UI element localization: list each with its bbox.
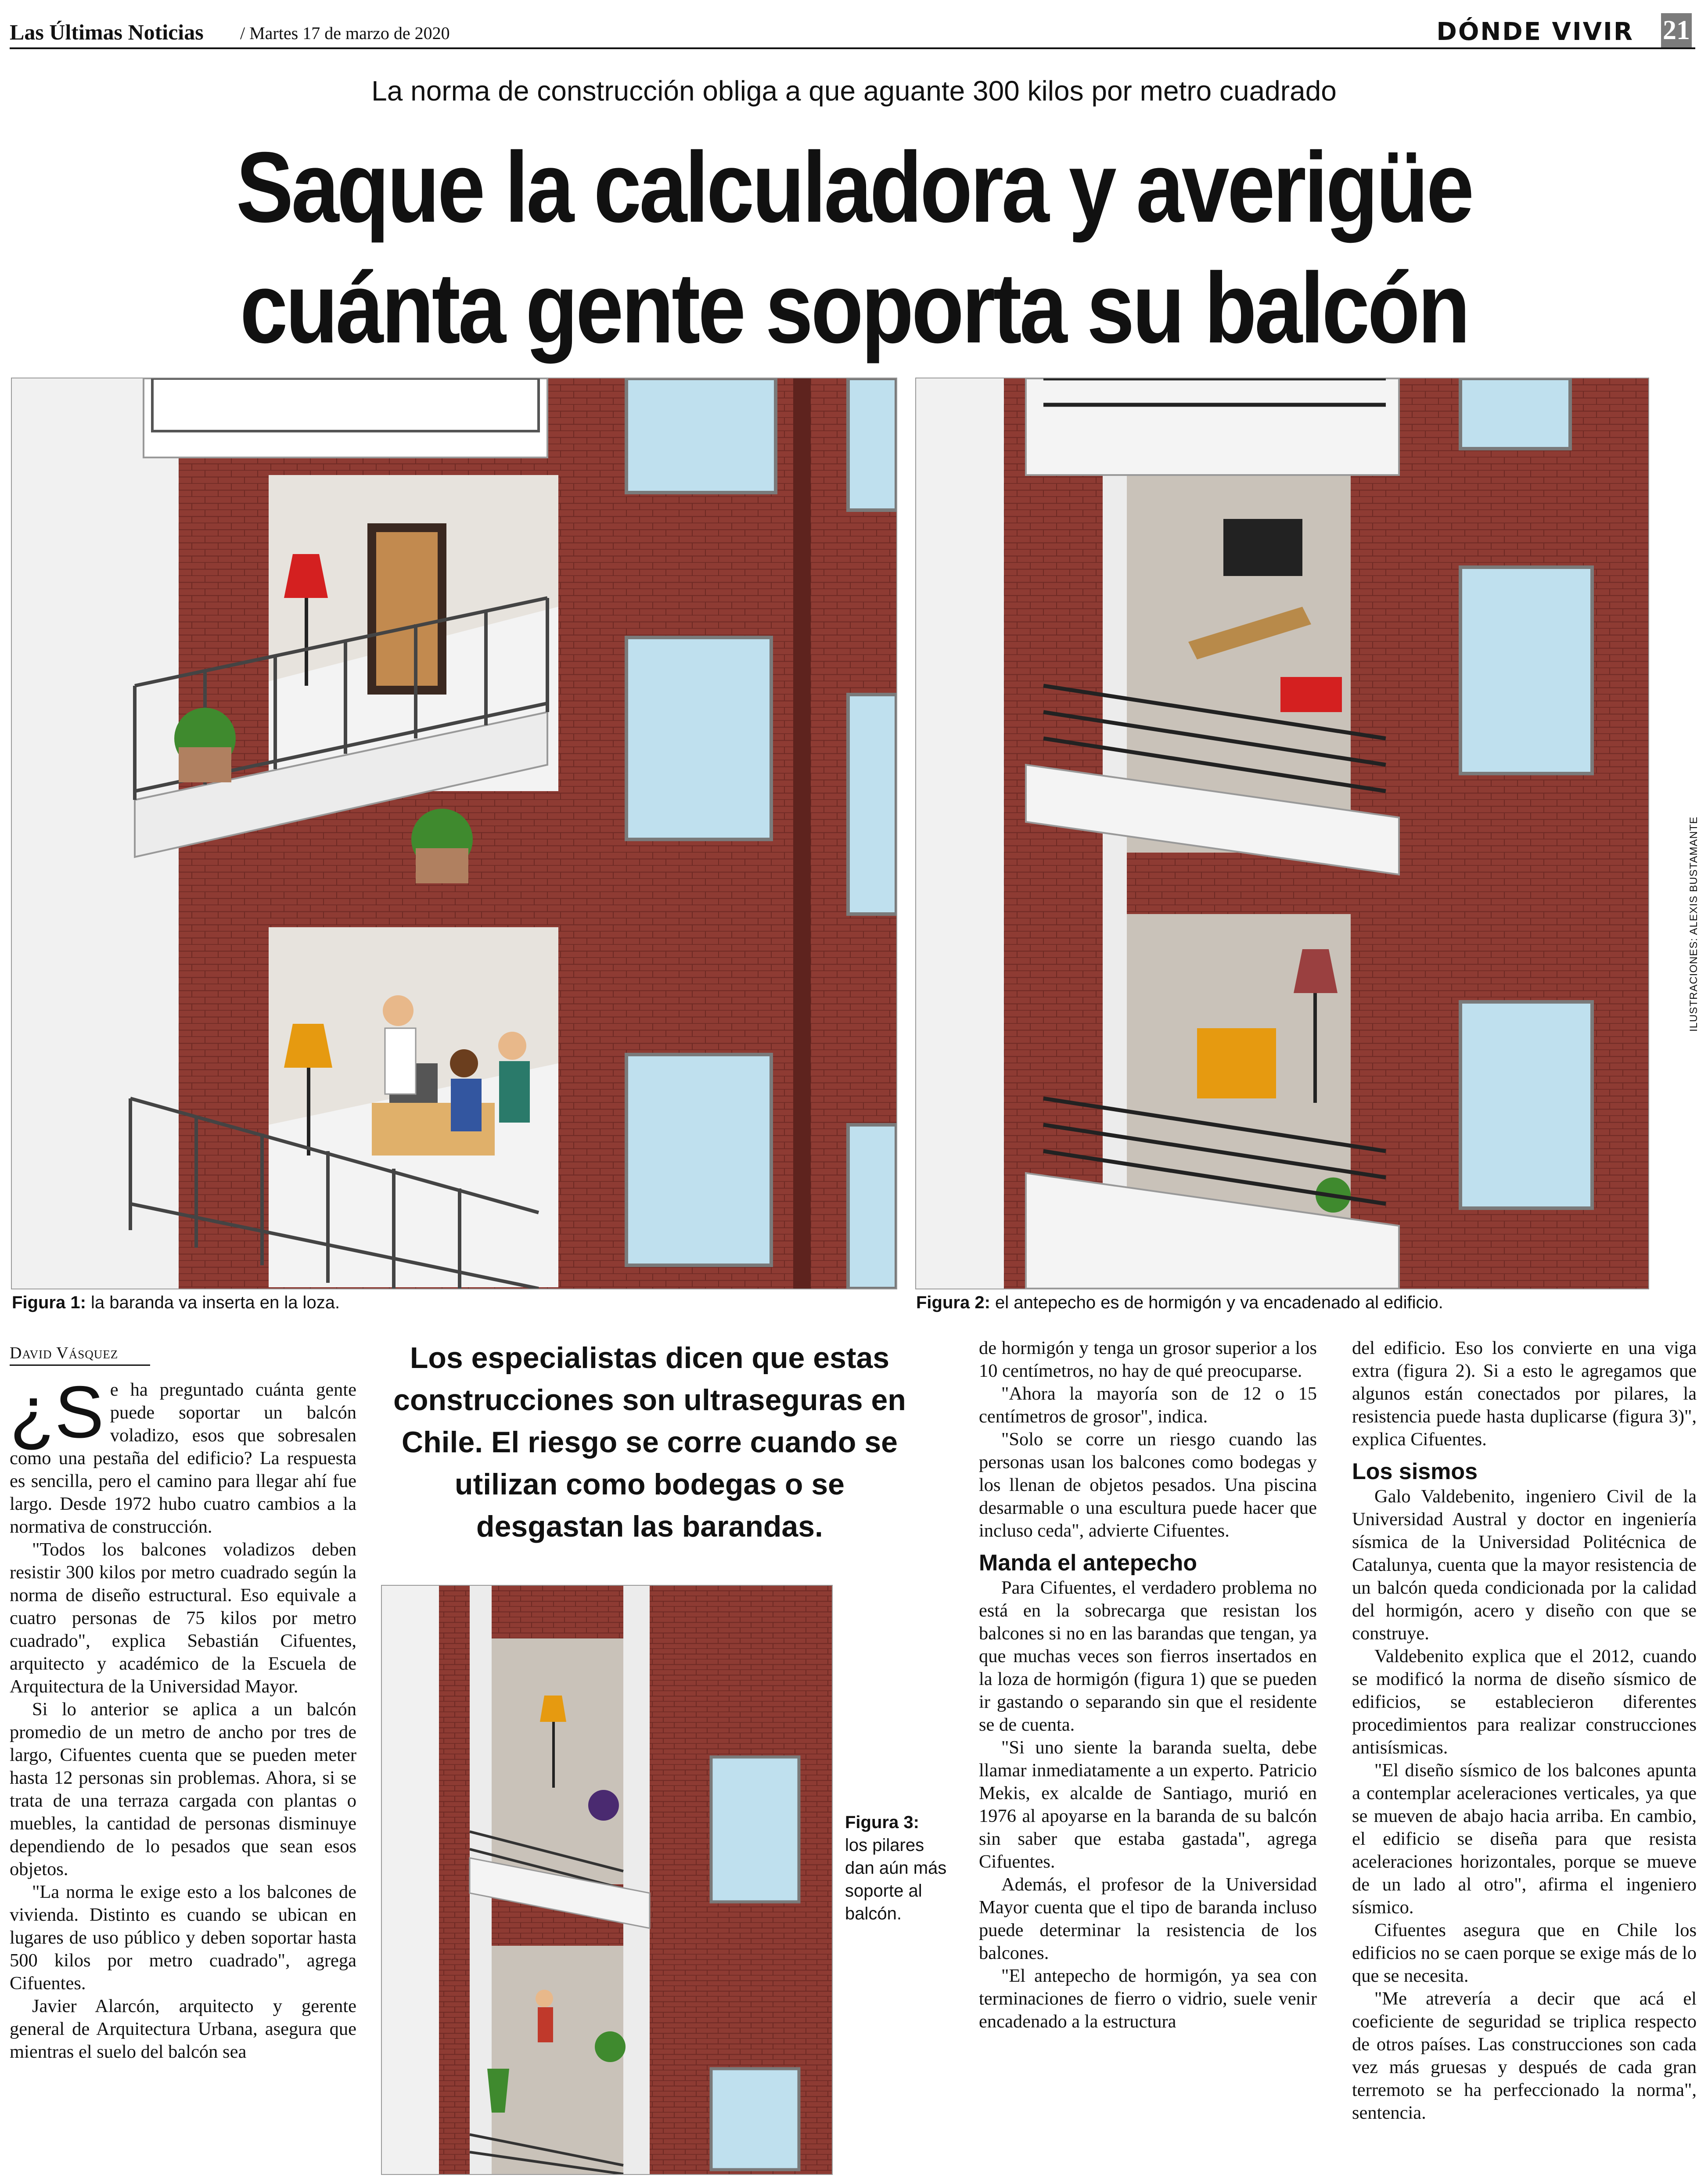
pull-quote: Los especialistas dicen que estas construcciones son ultraseguras en Chile. El riesgo se corre cuando se utilizan como bodegas o se desgastan las barandas. xyxy=(393,1341,906,1543)
figure-3-caption: Figura 3: los pilares dan aún más soporte al balcón. xyxy=(845,1813,947,1923)
paragraph: Javier Alarcón, arquitecto y gerente general de Arquitectura Urbana, asegura que mientras el suelo del balcón sea xyxy=(10,1996,356,2062)
illustration-credit: ILUSTRACIONES: ALEXIS BUSTAMANTE xyxy=(1688,816,1700,1032)
paragraph: "La norma le exige esto a los balcones de vivienda. Distinto es cuando se ubican en lugares de uso público y deben soportar hasta 500 kilos por metro cuadrado", agrega Cifuentes. xyxy=(10,1882,356,1994)
kicker: La norma de construcción obliga a que aguante 300 kilos por metro cuadrado xyxy=(371,75,1337,107)
paragraph: "El diseño sísmico de los balcones apunta a contemplar aceleraciones verticales, ya que se mueven de abajo hacia arriba. En cambio, el edificio se diseña para que resista aceleraciones horizontales, porque se mueve de un lado al otro", afirma el ingeniero sísmico. xyxy=(1352,1760,1697,1918)
paragraph: "Solo se corre un riesgo cuando las personas usan los balcones como bodegas y los llenan de objetos pesados. Una piscina desarmable o una escultura puede hacer que incluso ceda", advierte Cifuentes. xyxy=(979,1429,1317,1541)
paragraph: "Si uno siente la baranda suelta, debe llamar inmediatamente a un experto. Patricio Mekis, ex alcalde de Santiago, murió en 1976 al apoyarse en la baranda de su balcón sin saber que estaba gastada", agrega Cifuentes. xyxy=(979,1737,1317,1872)
section-title: DÓNDE VIVIR xyxy=(1436,18,1634,46)
headline-line-1: Saque la calculadora y averigüe xyxy=(236,132,1472,243)
paragraph: del edificio. Eso los convierte en una viga extra (figura 2). Si a esto le agregamos que algunos están conectados por pilares, la resistencia puede hasta duplicarse (figura 3)", explica Cifuentes. xyxy=(1352,1338,1697,1450)
paragraph: "Todos los balcones voladizos deben resistir 300 kilos por metro cuadrado según la norma de diseño estructural. Eso equivale a cuatro personas de 75 kilos por metro cuadrado", explica Sebastián Cifuentes, arquitecto y académico de la Escuela de Arquitectura de la Universidad Mayor. xyxy=(10,1539,356,1697)
paragraph: "Me atrevería a decir que acá el coeficiente de seguridad se triplica respecto de otros países. Las construcciones son cada vez más gruesas y después de cada gran terremoto se ha perfeccionado la norma", sentencia. xyxy=(1352,1988,1697,2123)
subheading: Manda el antepecho xyxy=(979,1550,1197,1576)
issue-date: / Martes 17 de marzo de 2020 xyxy=(240,23,450,43)
paragraph: Cifuentes asegura que en Chile los edificios no se caen porque se exige más de lo que se necesita. xyxy=(1352,1920,1697,1986)
page-header xyxy=(10,13,1700,48)
paragraph: ¿S e ha preguntado cuánta gente puede soportar un balcón voladizo, esos que sobresalen como una pestaña del edificio? La respuesta es sencilla, pero el camino para llegar ahí fue largo. Desde 1972 hubo cuatro cambios a la normativa de construcción. xyxy=(10,1371,356,1537)
paragraph: Galo Valdebenito, ingeniero Civil de la Universidad Austral y doctor en ingeniería sísmica de la Universidad Politécnica de Catalunya, cuenta que la mayor resistencia de un balcón queda condicionada por la calidad del hormigón, acero y diseño con que se construye. xyxy=(1352,1486,1697,1644)
paragraph: Además, el profesor de la Universidad Mayor cuenta que el tipo de baranda incluso puede determinar la resistencia de los balcones. xyxy=(979,1874,1317,1963)
header-rule xyxy=(10,47,1695,49)
figure-2-caption: Figura 2: el antepecho es de hormigón y va encadenado al edificio. xyxy=(916,1293,1443,1312)
paragraph: "Ahora la mayoría son de 12 o 15 centímetros de grosor", indica. xyxy=(979,1383,1317,1427)
figure-1-illustration xyxy=(11,378,897,1289)
body-column-4 xyxy=(1352,1337,1697,2124)
byline-rule xyxy=(10,1364,150,1366)
paragraph: Valdebenito explica que el 2012, cuando se modificó la norma de diseño sísmico de edificios, se establecieron diferentes procedimientos para realizar construcciones antisísmicas. xyxy=(1352,1646,1697,1758)
paragraph: Para Cifuentes, el verdadero problema no está en la sobrecarga que resistan los balcones si no en las barandas que tengan, ya que muchas veces son fierros insertados en la loza de hormigón (figura 1) que se pueden ir gastando o separando sin que el residente se de cuenta. xyxy=(979,1577,1317,1735)
publication-name: Las Últimas Noticias xyxy=(10,20,204,44)
drop-cap: ¿S xyxy=(10,1371,104,1453)
page-number: 21 xyxy=(1661,13,1692,47)
figure-2-illustration xyxy=(915,378,1649,1289)
figure-3-illustration xyxy=(381,1585,833,2175)
byline: David Vásquez xyxy=(10,1344,119,1362)
headline xyxy=(119,127,1588,369)
headline-line-2: cuánta gente soporta su balcón xyxy=(240,252,1468,364)
figure-1-caption: Figura 1: la baranda va inserta en la loza. xyxy=(12,1293,340,1312)
paragraph: "El antepecho de hormigón, ya sea con terminaciones de fierro o vidrio, suele venir encadenado a la estructura xyxy=(979,1966,1317,2032)
body-column-3 xyxy=(979,1337,1317,2033)
paragraph: de hormigón y tenga un grosor superior a los 10 centímetros, no hay de qué preocuparse. xyxy=(979,1338,1317,1381)
paragraph: Si lo anterior se aplica a un balcón promedio de un metro de ancho por tres de largo, Cifuentes cuenta que se pueden meter hasta 12 personas sin problemas. Ahora, si se trata de una terraza cargada con plantas o muebles, la cantidad de personas disminuye dependiendo de lo pesados que sean esos objetos. xyxy=(10,1699,356,1879)
subheading: Los sismos xyxy=(1352,1459,1478,1484)
body-column-1 xyxy=(10,1371,356,2063)
